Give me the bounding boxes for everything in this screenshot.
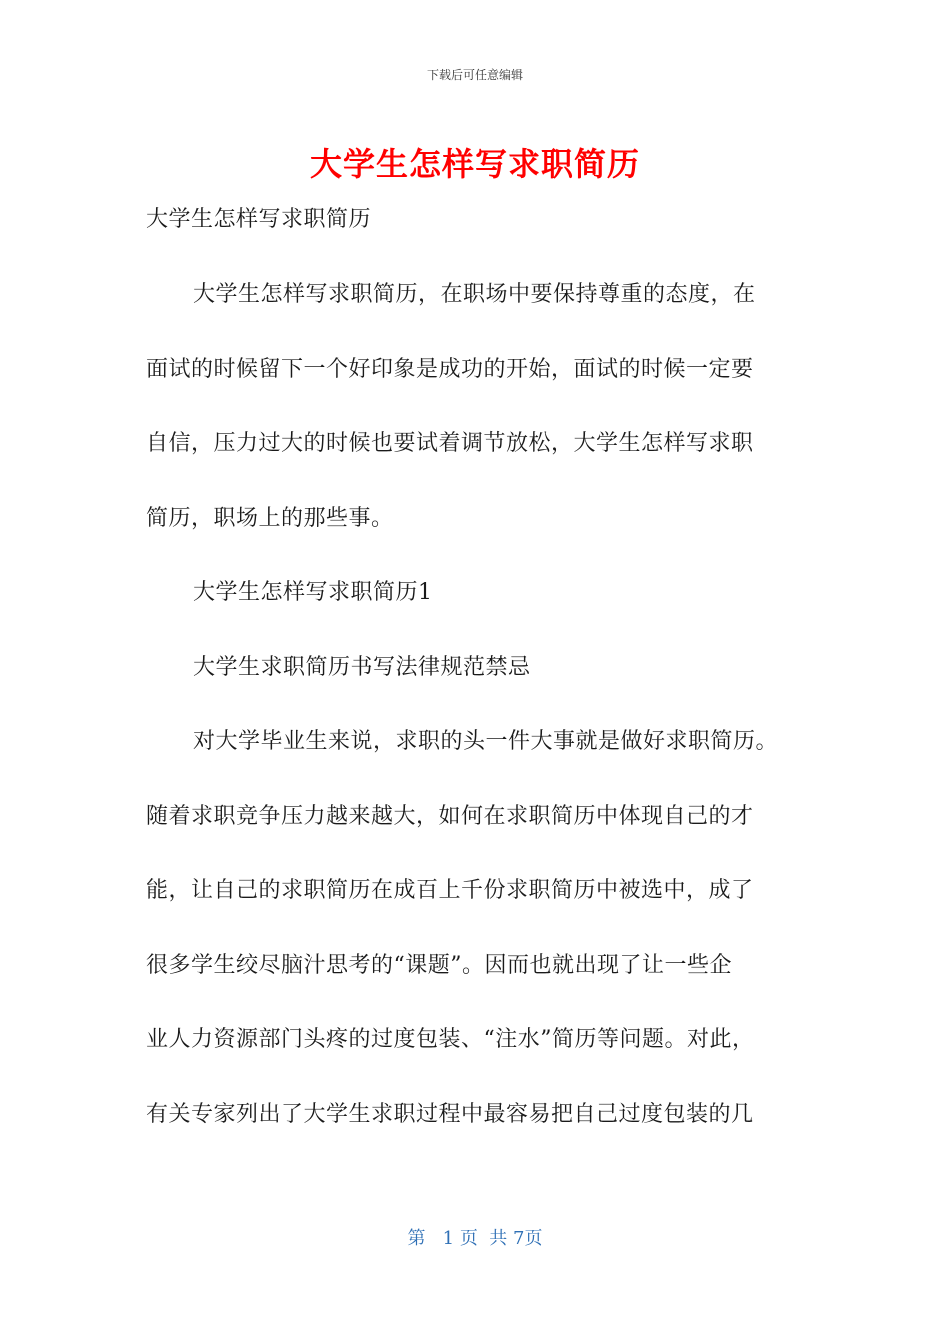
section-heading: 大学生求职简历书写法律规范禁忌 <box>193 655 531 680</box>
paragraph-line: 简历，职场上的那些事。 <box>146 506 394 531</box>
paragraph-line: 自信，压力过大的时候也要试着调节放松，大学生怎样写求职 <box>146 431 754 456</box>
paragraph-line: 对大学毕业生来说，求职的头一件大事就是做好求职简历。 <box>193 729 779 754</box>
page-number-footer: 第 1 页 共 7页 <box>407 1228 543 1249</box>
paragraph-line: 能，让自己的求职简历在成百上千份求职简历中被选中，成了 <box>146 878 754 903</box>
header-note: 下载后可任意编辑 <box>426 68 523 82</box>
paragraph-line: 很多学生绞尽脑汁思考的“课题”。因而也就出现了让一些企 <box>146 953 732 978</box>
paragraph-line: 面试的时候留下一个好印象是成功的开始，面试的时候一定要 <box>146 357 754 382</box>
paragraph-line: 有关专家列出了大学生求职过程中最容易把自己过度包装的几 <box>146 1102 754 1127</box>
subtitle-line: 大学生怎样写求职简历 <box>146 207 372 232</box>
paragraph-line: 随着求职竞争压力越来越大，如何在求职简历中体现自己的才 <box>146 804 754 829</box>
paragraph-line: 业人力资源部门头疼的过度包装、“注水”简历等问题。对此， <box>146 1027 755 1052</box>
section-heading: 大学生怎样写求职简历1 <box>193 580 433 605</box>
document-title: 大学生怎样写求职简历 <box>309 145 640 183</box>
paragraph-line: 大学生怎样写求职简历，在职场中要保持尊重的态度，在 <box>193 282 756 307</box>
